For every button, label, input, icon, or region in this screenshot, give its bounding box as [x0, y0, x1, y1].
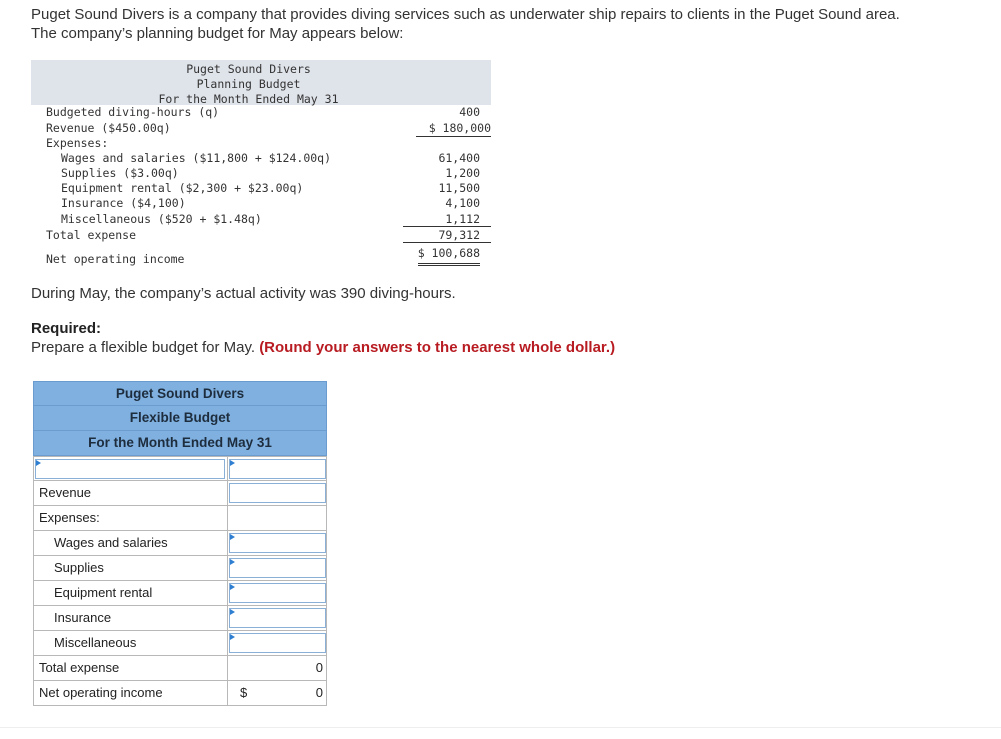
fb-subtitle: Flexible Budget	[33, 406, 327, 431]
planning-budget-title: Puget Sound Divers	[186, 62, 311, 76]
supplies-input[interactable]	[229, 558, 326, 578]
fb-header-value-cell	[227, 457, 328, 482]
pb-label-revenue: Revenue ($450.00q)	[46, 121, 171, 135]
pb-value-insurance: 4,100	[445, 196, 480, 210]
fb-cell-total-expense	[227, 656, 328, 681]
fb-cell-misc	[227, 631, 328, 656]
fb-row-noi	[34, 681, 326, 706]
input-marker-icon	[230, 609, 235, 615]
rounding-note: (Round your answers to the nearest whole dollar.)	[259, 339, 616, 356]
pb-value-total-expense: 79,312	[403, 228, 491, 243]
fb-cell-equipment	[227, 581, 328, 606]
flexible-budget-table	[33, 381, 327, 706]
pb-value-revenue: $ 180,000	[416, 121, 491, 137]
fb-cell-expenses	[227, 506, 328, 531]
pb-label-insurance: Insurance ($4,100)	[61, 196, 186, 210]
pb-value-supplies: 1,200	[445, 166, 480, 180]
fb-header-value-input[interactable]	[229, 459, 326, 479]
problem-intro	[31, 5, 981, 43]
fb-header-label-input[interactable]	[35, 459, 225, 479]
fb-row-misc	[34, 631, 326, 656]
fb-cell-noi	[227, 681, 328, 706]
activity-text: During May, the company’s actual activity was 390 diving-hours.	[31, 285, 456, 302]
noi-dollar-sign: $	[240, 685, 248, 700]
fb-row-revenue	[34, 481, 326, 506]
input-marker-icon	[36, 460, 41, 466]
required-heading: Required:	[31, 320, 102, 337]
pb-value-wages: 61,400	[438, 151, 480, 165]
pb-value-equipment: 11,500	[438, 181, 480, 195]
pb-label-noi: Net operating income	[46, 252, 185, 266]
fb-label-revenue: Revenue	[39, 485, 92, 500]
fb-label-equipment: Equipment rental	[54, 585, 153, 600]
fb-label-expenses: Expenses:	[39, 510, 100, 525]
input-marker-icon	[230, 584, 235, 590]
fb-row-total-expense	[34, 656, 326, 681]
total-expense-value: 0	[315, 660, 323, 675]
fb-label-insurance: Insurance	[54, 610, 112, 625]
revenue-input[interactable]	[229, 483, 326, 503]
fb-label-noi: Net operating income	[39, 685, 163, 700]
pb-value-hours: 400	[459, 105, 480, 119]
pb-label-equipment: Equipment rental ($2,300 + $23.00q)	[61, 181, 304, 195]
planning-budget-header	[31, 60, 491, 105]
fb-row-supplies	[34, 556, 326, 581]
intro-line-2: The company’s planning budget for May appears below:	[31, 25, 404, 42]
fb-cell-insurance	[227, 606, 328, 631]
pb-label-misc: Miscellaneous ($520 + $1.48q)	[61, 212, 262, 226]
fb-label-total-expense: Total expense	[39, 660, 120, 675]
fb-header-row	[34, 456, 326, 481]
bottom-divider	[0, 727, 1001, 728]
intro-line-1: Puget Sound Divers is a company that provides diving services such as underwater ship repairs to clients in the Puget Sound area.	[31, 6, 900, 23]
pb-label-supplies: Supplies ($3.00q)	[61, 166, 179, 180]
fb-cell-supplies	[227, 556, 328, 581]
misc-input[interactable]	[229, 633, 326, 653]
required-body: Prepare a flexible budget for May.	[31, 339, 256, 356]
insurance-input[interactable]	[229, 608, 326, 628]
fb-title: Puget Sound Divers	[33, 381, 327, 406]
fb-period: For the Month Ended May 31	[33, 431, 327, 456]
pb-label-expenses: Expenses:	[46, 136, 109, 150]
fb-row-wages	[34, 531, 326, 556]
fb-label-wages: Wages and salaries	[54, 535, 168, 550]
input-marker-icon	[230, 534, 235, 540]
planning-budget-subtitle: Planning Budget	[196, 77, 301, 91]
planning-budget-period: For the Month Ended May 31	[158, 92, 339, 106]
pb-value-misc: 1,112	[403, 212, 491, 227]
required-instructions	[31, 339, 615, 356]
input-marker-icon	[230, 634, 235, 640]
fb-row-insurance	[34, 606, 326, 631]
equipment-input[interactable]	[229, 583, 326, 603]
fb-label-supplies: Supplies	[54, 560, 104, 575]
fb-label-misc: Miscellaneous	[54, 635, 137, 650]
pb-label-wages: Wages and salaries ($11,800 + $124.00q)	[61, 151, 332, 165]
fb-body	[33, 456, 327, 706]
pb-label-hours: Budgeted diving-hours (q)	[46, 105, 220, 119]
noi-value: 0	[315, 685, 323, 700]
fb-row-equipment	[34, 581, 326, 606]
fb-row-expenses	[34, 506, 326, 531]
planning-budget	[31, 60, 491, 266]
pb-label-total-expense: Total expense	[46, 228, 137, 242]
wages-input[interactable]	[229, 533, 326, 553]
input-marker-icon	[230, 460, 235, 466]
input-marker-icon	[230, 559, 235, 565]
fb-cell-wages	[227, 531, 328, 556]
fb-cell-revenue	[227, 481, 328, 506]
pb-value-noi: $ 100,688	[418, 246, 480, 266]
